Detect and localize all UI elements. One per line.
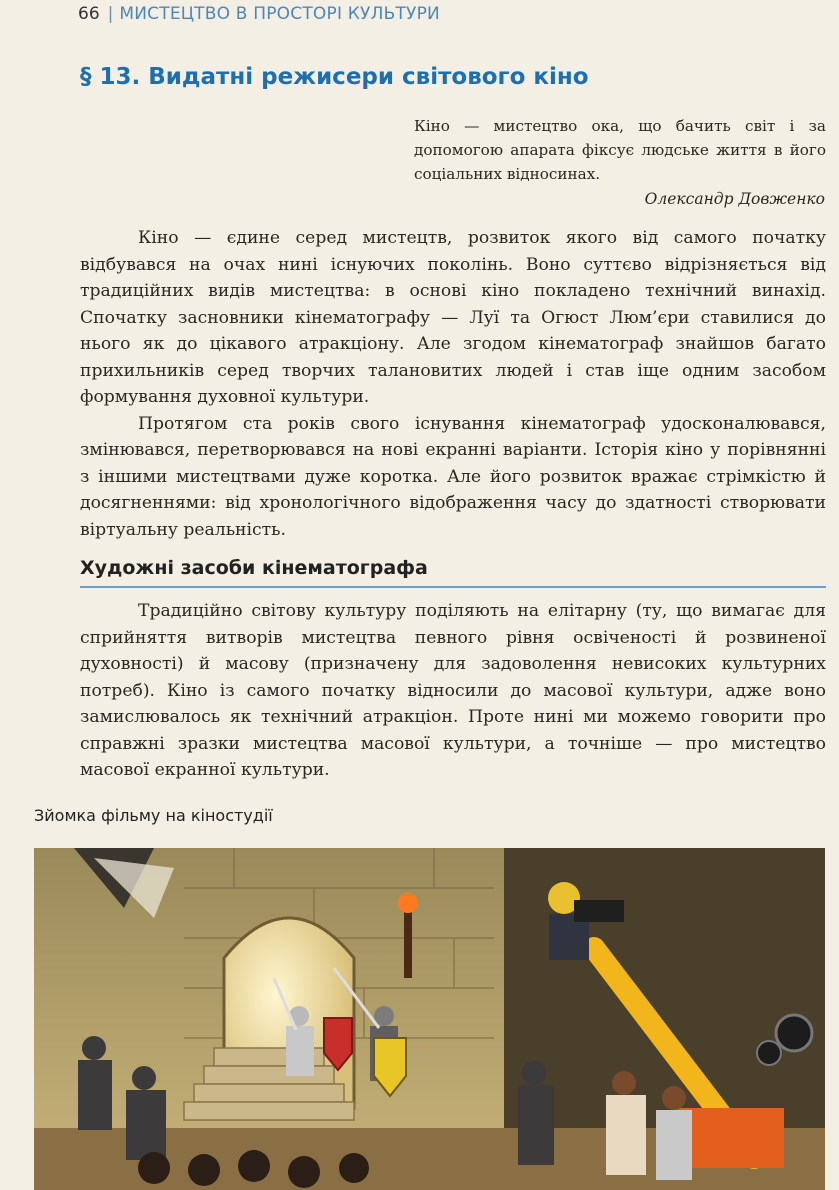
intro-text — [80, 225, 826, 543]
running-title: МИСТЕЦТВО В ПРОСТОРІ КУЛЬТУРИ — [119, 4, 440, 24]
paragraph: Кіно — єдине серед мистецтв, розвиток якого від самого початку відбувався на очах нині існуючих поколінь. Воно суттєво відрізняється від традиційних видів мистецтва: в основі кіно покладено технічний винахід. Спочатку засновники кінематографу — Луї та Огюст Люм’єри ставилися до нього як до цікавого атракціону. Але згодом кінематограф знайшов багато прихильників серед творчих талановитих людей і став іще одним засобом формування духовної культури. — [80, 228, 826, 407]
paragraph: Традиційно світову культуру поділяють на елітарну (ту, що вимагає для сприйняття витворів мистецтва певного рівня освіченості й розвиненої духовності) й масову (призначену для задоволення невисоких культурних потреб). Кіно із самого початку відносили до масової культури, адже воно замислювалось як технічний атракціон. Проте нині ми можемо говорити про справжні зразки мистецтва масової культури, а точніше — про мистецтво масової екранної культури. — [80, 601, 826, 780]
subsection-title: Художні засоби кінематографа — [80, 557, 826, 588]
page-number: 66 — [78, 4, 100, 24]
epigraph-author: Олександр Довженко — [644, 190, 825, 208]
running-header — [78, 4, 440, 28]
subsection-text — [80, 598, 826, 784]
paragraph: Протягом ста років свого існування кінематограф удосконалювався, змінювався, перетворювався на нові екранні варіанти. Історія кіно у порівнянні з іншими мистецтвами дуже коротка. Але його розвиток вражає стрімкістю й досягненнями: від хронологічного відображення часу до здатності створювати віртуальну реальність. — [80, 413, 826, 540]
header-separator: | — [107, 4, 114, 24]
film-set-illustration — [34, 848, 825, 1190]
figure-caption: Зйомка фільму на кіностудії — [34, 806, 273, 825]
section-title: § 13. Видатні режисери світового кіно — [80, 64, 589, 90]
epigraph: Кіно — мистецтво ока, що бачить світ і за допомогою апарата фіксує людське життя в його соціальних відносинах. — [414, 117, 826, 183]
